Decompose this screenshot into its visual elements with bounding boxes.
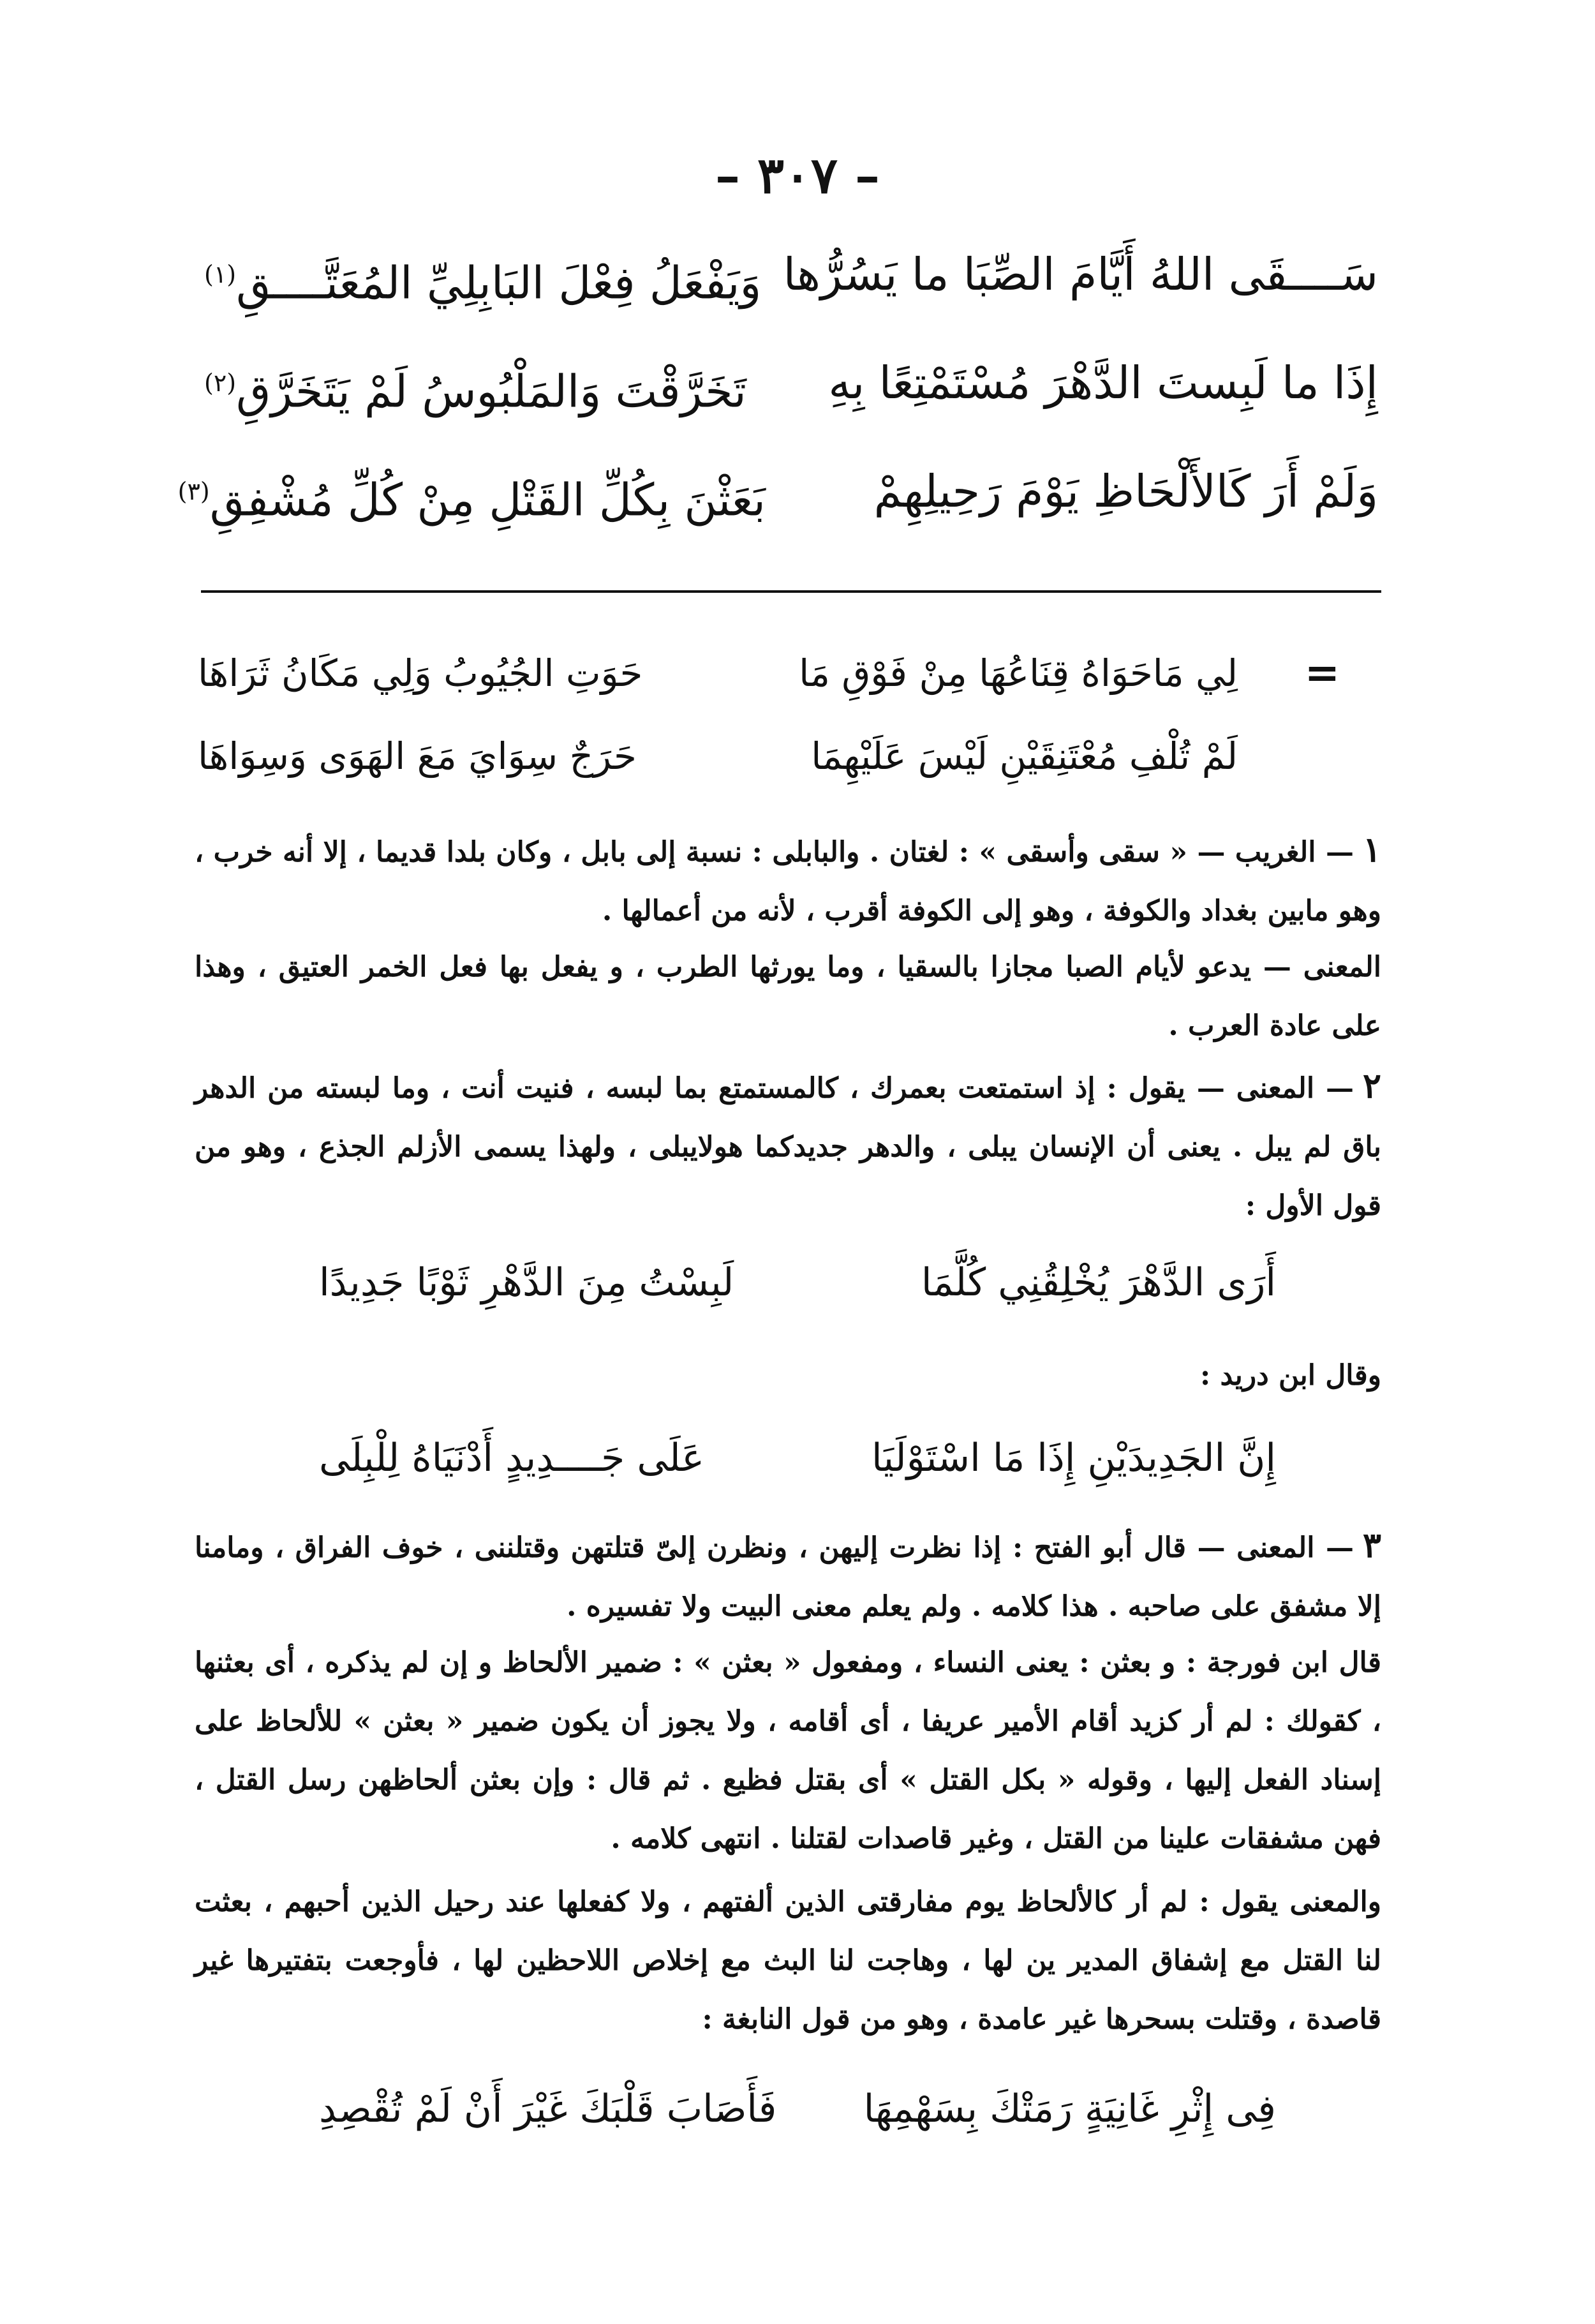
verse-3-second-text: بَعَثْنَ بِكُلِّ القَتْلِ مِنْ كُلِّ مُشْفِقِ bbox=[209, 473, 766, 526]
verse-2-first-hemistich: إِذَا ما لَبِستَ الدَّهْرَ مُسْتَمْتِعًا بِهِ bbox=[828, 357, 1378, 409]
quote-verse-1 bbox=[319, 1248, 1276, 1318]
footnote-marker-3: (٣) bbox=[177, 477, 210, 505]
ibn-furraja-paragraph: قال ابن فورجة : و بعثن : يعنى النساء ، ومفعول « بعثن » : ضمير الألحاظ و إن لم يذكره ، أى بعثنها ، كقولك : لم أر كزيد أقام الأمير عريفا ، أى أقامه ، ولا يجوز أن يكون ضمير « بعثن » للألحاظ على إسناد الفعل إليها ، وقوله « بكل القتل » أى بقتل فظيع . ثم قال : وإن بعثن ألحاظهن رسل القتل ، فهن مشفقات علينا من القتل ، وغير قاصدات لقتلنا . انتهى كلامه . bbox=[195, 1646, 1381, 1855]
note-1-meaning bbox=[195, 938, 1381, 1055]
note-3-number: ٣ bbox=[1362, 1524, 1381, 1565]
note-3-text: قال أبو الفتح : إذا نظرت إليهن ، ونظرن إلىّ قتلتهن وقتلننى ، خوف الفراق ، ومامنا إلا مشفق على صاحبه . هذا كلامه . ولم يعلم معنى البيت ولا تفسيره . bbox=[195, 1531, 1381, 1623]
quote-verse-3 bbox=[319, 2074, 1276, 2144]
verse-3-second-hemistich bbox=[177, 456, 766, 535]
quote-verse-3-first: فِى إِثْرِ غَانِيَةٍ رَمَتْكَ بِسَهْمِهَا bbox=[863, 2087, 1276, 2131]
quote-verse-2-first: إِنَّ الجَدِيدَيْنِ إِذَا مَا اسْتَوْلَيَا bbox=[872, 1436, 1276, 1480]
note-1-number: ١ bbox=[1362, 829, 1381, 870]
note-2-number: ٢ bbox=[1362, 1065, 1381, 1106]
verse-2-second-hemistich bbox=[204, 348, 766, 426]
verse-3-first-hemistich: وَلَمْ أَرَ كَالأَلْحَاظِ يَوْمَ رَحِيلِهِمْ bbox=[873, 465, 1378, 518]
note-1-meaning-text: يدعو لأيام الصبا مجازا بالسقيا ، وما يورثها الطرب ، و يفعل بها فعل الخمر العتيق ، وهذا على عادة العرب . bbox=[195, 951, 1381, 1042]
verse-1-second-text: وَيَفْعَلُ فِعْلَ البَابِلِيِّ المُعَتَّــــقِ bbox=[236, 257, 762, 309]
note-1 bbox=[195, 820, 1381, 941]
note-3-label: — المعنى — bbox=[1197, 1531, 1354, 1564]
verse-1-first-hemistich: سَــــقَى اللهُ أَيَّامَ الصِّبَا ما يَسُرُّها bbox=[783, 248, 1378, 301]
footnote-verse-1 bbox=[198, 641, 1238, 705]
continuation-mark: = bbox=[1304, 648, 1340, 697]
verse-1 bbox=[204, 239, 1378, 309]
note-1-meaning-label: المعنى — bbox=[1263, 951, 1381, 983]
footnote-separator bbox=[201, 590, 1381, 593]
verse-1-second-hemistich bbox=[204, 239, 766, 318]
ibn-durayd-intro: وقال ابن دريد : bbox=[1199, 1359, 1381, 1392]
quote-verse-1-second: لَبِسْتُ مِنَ الدَّهْرِ ثَوْبًا جَدِيدًا bbox=[319, 1260, 734, 1305]
footnote-marker-2: (٢) bbox=[204, 369, 237, 397]
verse-2 bbox=[204, 348, 1378, 418]
quote-verse-2 bbox=[319, 1423, 1276, 1493]
note-1-text: « سقى وأسقى » : لغتان . والبابلى : نسبة إلى بابل ، وكان بلدا قديما ، إلا أنه خرب ، وهو مابين بغداد والكوفة ، وهو إلى الكوفة أقرب ، لأنه من أعمالها . bbox=[195, 836, 1381, 927]
note-2-text: يقول : إذ استمتعت بعمرك ، كالمستمتع بما لبسه ، فنيت أنت ، وما لبسته من الدهر باق لم يبل . يعنى أن الإنسان يبلى ، والدهر جديدكما هولايبلى ، ولهذا يسمى الأزلم الجذع ، وهو من قول الأول : bbox=[195, 1072, 1381, 1222]
quote-verse-1-first: أَرَى الدَّهْرَ يُخْلِقُنِي كُلَّمَا bbox=[921, 1260, 1276, 1305]
verse-3 bbox=[177, 456, 1378, 526]
page-number: – ٣٠٧ – bbox=[715, 147, 880, 205]
footnote-verse-2 bbox=[198, 724, 1238, 788]
note-3 bbox=[195, 1516, 1381, 1636]
footnote-verse-1-first: لِي مَاحَوَاهُ قِنَاعُهَا مِنْ فَوْقِ مَا bbox=[799, 652, 1238, 695]
verse-2-second-text: تَخَرَّقْتَ وَالمَلْبُوسُ لَمْ يَتَخَرَّقِ bbox=[236, 365, 746, 418]
note-2-label: — المعنى — bbox=[1196, 1072, 1354, 1105]
footnote-verse-1-second: حَوَتِ الجُيُوبُ وَلِي مَكَانُ ثَرَاهَا bbox=[198, 652, 643, 695]
footnote-verse-2-second: حَرَجٌ سِوَايَ مَعَ الهَوَى وَسِوَاهَا bbox=[198, 734, 637, 778]
footnote-marker-1: (١) bbox=[204, 260, 237, 288]
footnote-verse-2-first: لَمْ تُلْفِ مُعْتَنِقَيْنِ لَيْسَ عَلَيْهِمَا bbox=[811, 734, 1238, 778]
quote-verse-2-second: عَلَى جَــــدِيدٍ أَدْنَيَاهُ لِلْبِلَى bbox=[319, 1436, 705, 1480]
quote-verse-3-second: فَأَصَابَ قَلْبَكَ غَيْرَ أَنْ لَمْ تُقْصِدِ bbox=[319, 2087, 777, 2131]
note-2 bbox=[195, 1056, 1381, 1235]
note-1-label: — الغريب — bbox=[1197, 836, 1354, 868]
final-meaning-paragraph: والمعنى يقول : لم أر كالألحاظ يوم مفارقتى الذين ألفتهم ، ولا كفعلها عند رحيل الذين أحبهم ، بعثت لنا القتل مع إشفاق المدير ين لها ، وهاجت لنا البث مع إخلاص اللاحظين لها ، فأوجعت بتفتيرها غير قاصدة ، وقتلت بسحرها غير عامدة ، وهو من قول النابغة : bbox=[195, 1886, 1381, 2036]
